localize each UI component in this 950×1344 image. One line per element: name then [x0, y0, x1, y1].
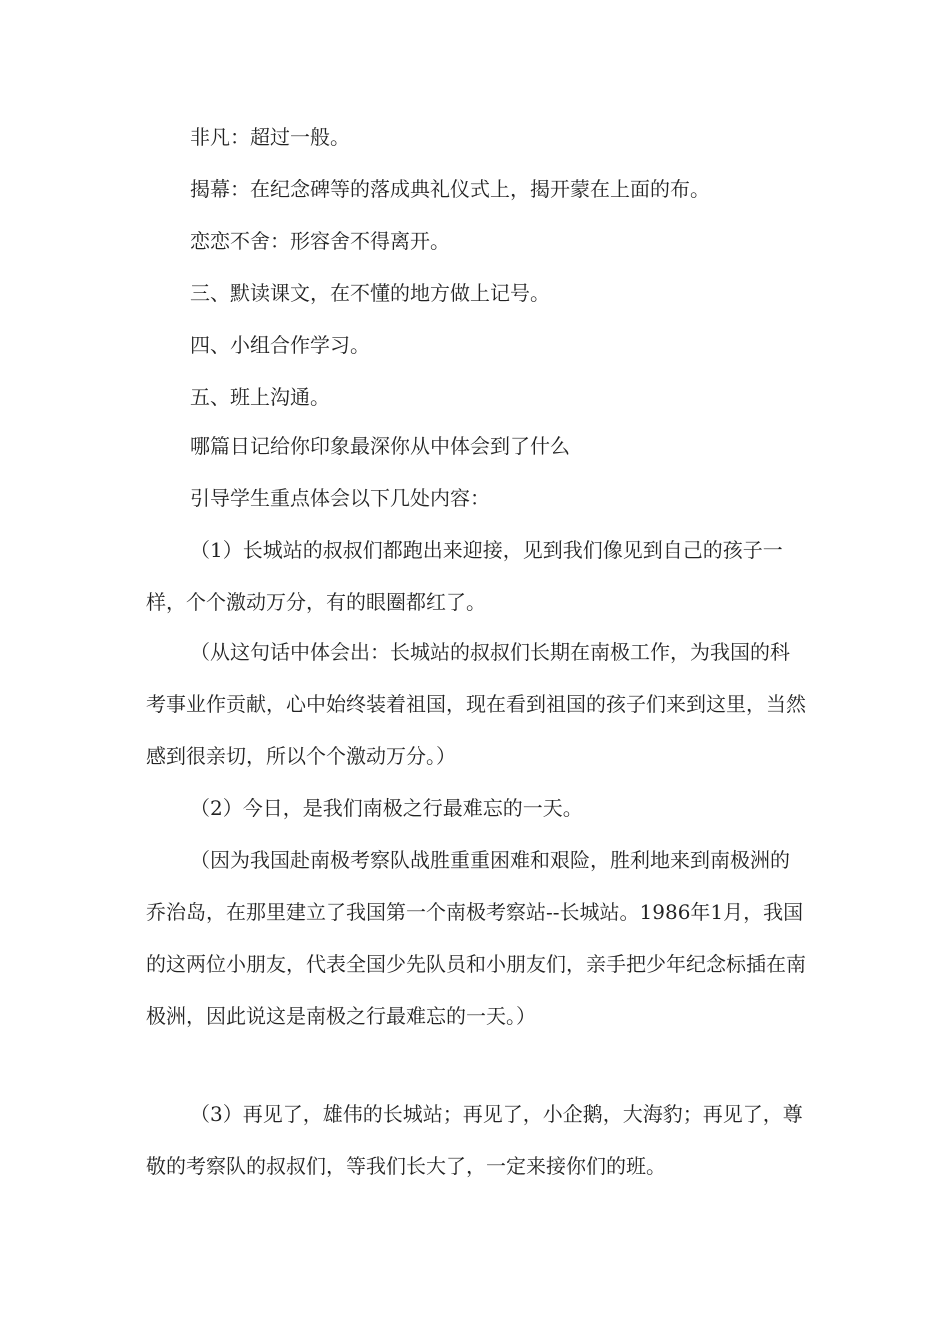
paragraph-definition-feifan: 非凡：超过一般。 — [190, 125, 350, 149]
paragraph-item-2-explanation: （因为我国赴南极考察队战胜重重困难和艰险，胜利地来到南极洲的乔治岛，在那里建立了我国第一个南极考察站--长城站。1986年1月，我国的这两位小朋友，代表全国少先队员和小朋友们，亲手把少年纪念标插在南极洲，因此说这是南极之行最难忘的一天。） — [146, 848, 806, 1028]
paragraph-step-four: 四、小组合作学习。 — [190, 333, 370, 357]
paragraph-definition-lianlianbushe: 恋恋不舍：形容舍不得离开。 — [190, 229, 450, 253]
paragraph-definition-jiemu: 揭幕：在纪念碑等的落成典礼仪式上，揭开蒙在上面的布。 — [190, 177, 710, 201]
paragraph-item-2: （2）今日，是我们南极之行最难忘的一天。 — [190, 796, 583, 820]
paragraph-item-1-explanation: （从这句话中体会出：长城站的叔叔们长期在南极工作，为我国的科考事业作贡献，心中始终装着祖国，现在看到祖国的孩子们来到这里，当然感到很亲切，所以个个激动万分。） — [146, 640, 806, 768]
paragraph-item-3: （3）再见了，雄伟的长城站；再见了，小企鹅，大海豹；再见了，尊敬的考察队的叔叔们，等我们长大了，一定来接你们的班。 — [146, 1102, 803, 1178]
paragraph-step-five: 五、班上沟通。 — [190, 385, 330, 409]
paragraph-question: 哪篇日记给你印象最深你从中体会到了什么 — [190, 434, 570, 458]
paragraph-item-1: （1）长城站的叔叔们都跑出来迎接，见到我们像见到自己的孩子一样，个个激动万分，有的眼圈都红了。 — [146, 538, 783, 614]
paragraph-guide: 引导学生重点体会以下几处内容： — [190, 486, 490, 510]
paragraph-step-three: 三、默读课文，在不懂的地方做上记号。 — [190, 281, 550, 305]
